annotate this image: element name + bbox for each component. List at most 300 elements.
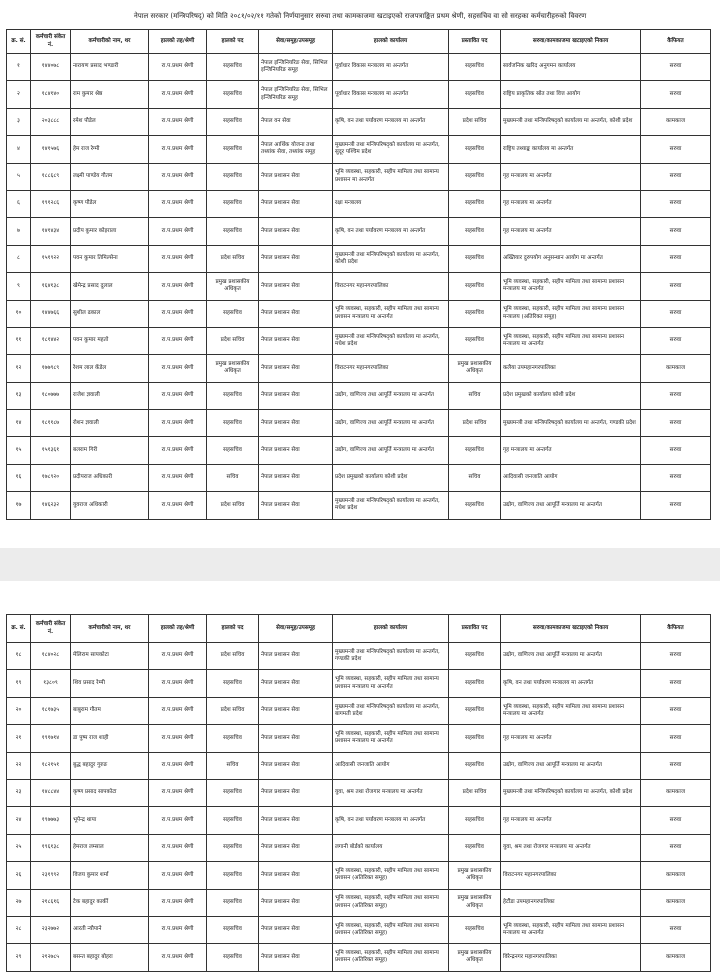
table-body xyxy=(7,54,711,520)
current-office-cell: भूमि व्यवस्था, सहकारी, सहीप मामिला तथा सामान्य प्रशासन मन्त्रालय मा अन्तर्गत xyxy=(333,725,449,752)
employee-name-cell: प्रदीपराज अधिकारी xyxy=(71,464,149,491)
proposed-post-cell: सहसचिव xyxy=(449,81,501,108)
proposed-post-cell: सहसचिव xyxy=(449,670,501,697)
column-header: सेवा/समूह/उपसमूह xyxy=(259,615,333,643)
service-group-cell: नेपाल आर्थिक योजना तथा तथ्यांक सेवा, तथ्यांक समूह xyxy=(259,136,333,163)
service-group-cell: नेपाल प्रशासन सेवा xyxy=(259,697,333,724)
service-group-cell: नेपाल प्रशासन सेवा xyxy=(259,355,333,382)
level-cell: रा.प.प्रथम श्रेणी xyxy=(149,300,207,327)
level-cell: रा.प.प्रथम श्रेणी xyxy=(149,54,207,81)
assigned-body-cell: भूमि व्यवस्था, सहकारी, सहीप मामिला तथा सामान्य प्रशासन मन्त्रालय (अतिरिक्त समूह) xyxy=(501,300,641,327)
column-header: हालको कार्यालय xyxy=(333,30,449,54)
remarks-cell: सरुवा xyxy=(641,464,711,491)
proposed-post-cell: सहसचिव xyxy=(449,327,501,354)
proposed-post-cell: सहसचिव xyxy=(449,163,501,190)
remarks-cell: सरुवा xyxy=(641,410,711,437)
assigned-body-cell: भूमि व्यवस्था, सहकारी, सहीप मामिला तथा सामान्य प्रशासन मन्त्रालय मा अन्तर्गत xyxy=(501,916,641,943)
level-cell: रा.प.प्रथम श्रेणी xyxy=(149,218,207,245)
level-cell: रा.प.प्रथम श्रेणी xyxy=(149,136,207,163)
current-post-cell: सहसचिव xyxy=(207,807,259,834)
employee-code-cell: १९७७७३ xyxy=(31,807,71,834)
header-row xyxy=(7,30,711,54)
remarks-cell: सरुवा xyxy=(641,670,711,697)
serial-cell: १२ xyxy=(7,355,31,382)
employee-code-cell: १८११८७ xyxy=(31,410,71,437)
column-header: हालको तह/श्रेणी xyxy=(149,615,207,643)
service-group-cell: नेपाल प्रशासन सेवा xyxy=(259,916,333,943)
service-group-cell: नेपाल प्रशासन सेवा xyxy=(259,807,333,834)
service-group-cell: नेपाल प्रशासन सेवा xyxy=(259,190,333,217)
employee-code-cell: १९१७१४ xyxy=(31,725,71,752)
employee-name-cell: रमेश पौडेल xyxy=(71,108,149,135)
table-row xyxy=(7,437,711,464)
employee-code-cell: १७७९८९ xyxy=(31,355,71,382)
current-post-cell: सहसचिव xyxy=(207,410,259,437)
assigned-body-cell: प्रदेश प्रमुखको कार्यालय कोशी प्रदेश xyxy=(501,382,641,409)
service-group-cell: नेपाल प्रशासन सेवा xyxy=(259,752,333,779)
document-page-2 xyxy=(0,581,720,977)
assigned-body-cell: अख्तियार दुरुपयोग अनुसन्धान आयोग मा अन्तर्गत xyxy=(501,245,641,272)
proposed-post-cell: सहसचिव xyxy=(449,136,501,163)
employee-name-cell: बुद्ध बहादुर गुरुङ xyxy=(71,752,149,779)
table-row xyxy=(7,355,711,382)
current-post-cell: सहसचिव xyxy=(207,437,259,464)
column-header: कर्मचारीको नाम, थर xyxy=(71,615,149,643)
level-cell: रा.प.प्रथम श्रेणी xyxy=(149,889,207,916)
column-header: सरुवा/कामकाजमा खटाइएको निकाय xyxy=(501,30,641,54)
level-cell: रा.प.प्रथम श्रेणी xyxy=(149,725,207,752)
level-cell: रा.प.प्रथम श्रेणी xyxy=(149,834,207,861)
employee-name-cell: मेलिराम सापकोटा xyxy=(71,643,149,670)
employee-code-cell: १४८८४४ xyxy=(31,779,71,806)
level-cell: रा.प.प्रथम श्रेणी xyxy=(149,752,207,779)
proposed-post-cell: सहसचिव xyxy=(449,834,501,861)
serial-cell: ६ xyxy=(7,190,31,217)
employee-code-cell: २०३८८८ xyxy=(31,108,71,135)
table-row xyxy=(7,643,711,670)
employee-code-cell: १८८६८९ xyxy=(31,163,71,190)
proposed-post-cell: प्रदेश सचिव xyxy=(449,108,501,135)
serial-cell: १६ xyxy=(7,464,31,491)
remarks-cell: सरुवा xyxy=(641,916,711,943)
serial-cell: १७ xyxy=(7,492,31,519)
employee-code-cell: १८१४४२ xyxy=(31,327,71,354)
assigned-body-cell: भूमि व्यवस्था, सहकारी, सहीप मामिला तथा सामान्य प्रशासन मन्त्रालय मा अन्तर्गत xyxy=(501,327,641,354)
current-post-cell: सहसचिव xyxy=(207,670,259,697)
current-post-cell: प्रदेश सचिव xyxy=(207,643,259,670)
table-row xyxy=(7,190,711,217)
proposed-post-cell: सहसचिव xyxy=(449,54,501,81)
remarks-cell: सरुवा xyxy=(641,382,711,409)
column-header: प्रस्तावित पद xyxy=(449,30,501,54)
assigned-body-cell: गृह मन्त्रालय मा अन्तर्गत xyxy=(501,807,641,834)
current-post-cell: प्रमुख प्रशासकीय अधिकृत xyxy=(207,273,259,300)
service-group-cell: नेपाल प्रशासन सेवा xyxy=(259,492,333,519)
current-office-cell: कृषि, वन तथा पर्यावरण मन्त्रालय मा अन्तर्गत xyxy=(333,218,449,245)
table-row xyxy=(7,670,711,697)
employee-code-cell: १८०७७७ xyxy=(31,382,71,409)
serial-cell: १० xyxy=(7,300,31,327)
level-cell: रा.प.प्रथम श्रेणी xyxy=(149,807,207,834)
level-cell: रा.प.प्रथम श्रेणी xyxy=(149,327,207,354)
current-office-cell: मुख्यमन्त्री तथा मन्त्रिपरिषद्को कार्यालय मा अन्तर्गत, मधेश प्रदेश xyxy=(333,492,449,519)
column-header: कर्मचारी संकेत नं. xyxy=(31,615,71,643)
serial-cell: २४ xyxy=(7,807,31,834)
assigned-body-cell: कृषि, वन तथा पर्यावरण मन्त्रालय मा अन्तर्गत xyxy=(501,670,641,697)
current-post-cell: सहसचिव xyxy=(207,889,259,916)
employee-name-cell: हेम राज रेग्मी xyxy=(71,136,149,163)
current-office-cell: भूमि व्यवस्था, सहकारी, सहीप मामिला तथा सामान्य प्रशासन (अतिरिक्त समूह) xyxy=(333,916,449,943)
assigned-body-cell: विरेन्द्रनगर महानगरपालिका xyxy=(501,944,641,971)
column-header: हालको पद xyxy=(207,30,259,54)
serial-cell: १ xyxy=(7,54,31,81)
remarks-cell: सरुवा xyxy=(641,752,711,779)
level-cell: रा.प.प्रथम श्रेणी xyxy=(149,273,207,300)
remarks-cell: कामकाज xyxy=(641,779,711,806)
current-office-cell: मुख्यमन्त्री तथा मन्त्रिपरिषद्को कार्यालय मा अन्तर्गत, मधेश प्रदेश xyxy=(333,327,449,354)
current-office-cell: पूर्वाधार विकास मन्त्रालय मा अन्तर्गत xyxy=(333,54,449,81)
current-post-cell: सहसचिव xyxy=(207,218,259,245)
remarks-cell: कामकाज xyxy=(641,862,711,889)
current-office-cell: भूमि व्यवस्था, सहकारी, सहीप मामिला तथा सामान्य प्रशासन (अतिरिक्त समूह) xyxy=(333,889,449,916)
table-row xyxy=(7,300,711,327)
employee-code-cell: १४१५७६ xyxy=(31,136,71,163)
serial-cell: १४ xyxy=(7,410,31,437)
level-cell: रा.प.प्रथम श्रेणी xyxy=(149,81,207,108)
column-header: क्र. सं. xyxy=(7,30,31,54)
proposed-post-cell: प्रदेश सचिव xyxy=(449,410,501,437)
serial-cell: २९ xyxy=(7,944,31,971)
current-post-cell: प्रदेश सचिव xyxy=(207,245,259,272)
remarks-cell: सरुवा xyxy=(641,245,711,272)
assigned-body-cell: गृह मन्त्रालय मा अन्तर्गत xyxy=(501,725,641,752)
current-office-cell: भूमि व्यवस्था, सहकारी, सहीप मामिला तथा सामान्य प्रशासन (अतिरिक्त समूह) xyxy=(333,862,449,889)
current-post-cell: सहसचिव xyxy=(207,916,259,943)
service-group-cell: नेपाल प्रशासन सेवा xyxy=(259,862,333,889)
level-cell: रा.प.प्रथम श्रेणी xyxy=(149,464,207,491)
employee-name-cell: शिव प्रसाद रेग्मी xyxy=(71,670,149,697)
proposed-post-cell: सहसचिव xyxy=(449,725,501,752)
table-row xyxy=(7,492,711,519)
serial-cell: ९ xyxy=(7,273,31,300)
level-cell: रा.प.प्रथम श्रेणी xyxy=(149,245,207,272)
proposed-post-cell: सहसचिव xyxy=(449,300,501,327)
assigned-body-cell: राष्ट्रिय तथ्याङ्क कार्यालय मा अन्तर्गत xyxy=(501,136,641,163)
remarks-cell: सरुवा xyxy=(641,807,711,834)
current-post-cell: सहसचिव xyxy=(207,163,259,190)
assigned-body-cell: विराटनगर महानगरपालिका xyxy=(501,862,641,889)
employee-code-cell: १५१९२२ xyxy=(31,245,71,272)
employee-code-cell: १७८९२० xyxy=(31,464,71,491)
column-header: सरुवा/कामकाजमा खटाइएको निकाय xyxy=(501,615,641,643)
employee-name-cell: बसन्त बहादुर बोहरा xyxy=(71,944,149,971)
service-group-cell: नेपाल प्रशासन सेवा xyxy=(259,889,333,916)
table-row xyxy=(7,245,711,272)
service-group-cell: नेपाल प्रशासन सेवा xyxy=(259,779,333,806)
level-cell: रा.प.प्रथम श्रेणी xyxy=(149,410,207,437)
column-header: कैफियत xyxy=(641,30,711,54)
table-row xyxy=(7,464,711,491)
service-group-cell: नेपाल प्रशासन सेवा xyxy=(259,464,333,491)
proposed-post-cell: सचिव xyxy=(449,382,501,409)
employee-name-cell: डा पुष्प राज शाही xyxy=(71,725,149,752)
current-office-cell: रक्षा मन्त्रालय xyxy=(333,190,449,217)
service-group-cell: नेपाल प्रशासन सेवा xyxy=(259,382,333,409)
serial-cell: २३ xyxy=(7,779,31,806)
current-office-cell: लगानी बोर्डको कार्यालय xyxy=(333,834,449,861)
current-post-cell: सहसचिव xyxy=(207,779,259,806)
level-cell: रा.प.प्रथम श्रेणी xyxy=(149,670,207,697)
current-post-cell: सचिव xyxy=(207,752,259,779)
table-body xyxy=(7,643,711,972)
proposed-post-cell: सहसचिव xyxy=(449,273,501,300)
table-row xyxy=(7,136,711,163)
current-post-cell: सहसचिव xyxy=(207,382,259,409)
current-office-cell: उद्योग, वाणिज्य तथा आपूर्ति मन्त्रालय मा अन्तर्गत xyxy=(333,382,449,409)
employee-code-cell: १८१७३५ xyxy=(31,697,71,724)
employee-name-cell: बलराम गिरी xyxy=(71,437,149,464)
proposed-post-cell: सहसचिव xyxy=(449,697,501,724)
table-row xyxy=(7,218,711,245)
assigned-body-cell: भूमि व्यवस्था, सहकारी, सहीप मामिला तथा सामान्य प्रशासन मन्त्रालय मा अन्तर्गत xyxy=(501,273,641,300)
serial-cell: ७ xyxy=(7,218,31,245)
column-header: सेवा/समूह/उपसमूह xyxy=(259,30,333,54)
employee-name-cell: खेमेन्द्र प्रसाद दुलाल xyxy=(71,273,149,300)
column-header: कैफियत xyxy=(641,615,711,643)
employee-name-cell: प्रदीप कुमार कोइराला xyxy=(71,218,149,245)
employee-name-cell: लक्ष्मी पाण्डेय गौतम xyxy=(71,163,149,190)
header-row xyxy=(7,615,711,643)
remarks-cell: सरुवा xyxy=(641,834,711,861)
serial-cell: २१ xyxy=(7,725,31,752)
serial-cell: ८ xyxy=(7,245,31,272)
serial-cell: २ xyxy=(7,81,31,108)
current-post-cell: सहसचिव xyxy=(207,136,259,163)
table-row xyxy=(7,834,711,861)
level-cell: रा.प.प्रथम श्रेणी xyxy=(149,437,207,464)
service-group-cell: नेपाल प्रशासन सेवा xyxy=(259,245,333,272)
service-group-cell: नेपाल प्रशासन सेवा xyxy=(259,670,333,697)
assigned-body-cell: आदिवासी जनजाति आयोग xyxy=(501,464,641,491)
service-group-cell: नेपाल प्रशासन सेवा xyxy=(259,163,333,190)
current-post-cell: सहसचिव xyxy=(207,944,259,971)
employee-name-cell: बाबुराम गौतम xyxy=(71,697,149,724)
remarks-cell: सरुवा xyxy=(641,218,711,245)
proposed-post-cell: सहसचिव xyxy=(449,437,501,464)
proposed-post-cell: प्रमुख प्रशासकीय अधिकृत xyxy=(449,944,501,971)
table-row xyxy=(7,382,711,409)
serial-cell: १३ xyxy=(7,382,31,409)
table-row xyxy=(7,889,711,916)
service-group-cell: नेपाल प्रशासन सेवा xyxy=(259,273,333,300)
current-office-cell: युवा, श्रम तथा रोजगार मन्त्रालय मा अन्तर्गत xyxy=(333,779,449,806)
serial-cell: १८ xyxy=(7,643,31,670)
employee-name-cell: कृष्ण पौडेल xyxy=(71,190,149,217)
employee-code-cell: १६४१३८ xyxy=(31,273,71,300)
remarks-cell: सरुवा xyxy=(641,190,711,217)
current-office-cell: मुख्यमन्त्री तथा मन्त्रिपरिषद्को कार्यालय मा अन्तर्गत, कोशी प्रदेश xyxy=(333,245,449,272)
transfer-table-page-1 xyxy=(6,29,711,520)
remarks-cell: कामकाज xyxy=(641,889,711,916)
level-cell: रा.प.प्रथम श्रेणी xyxy=(149,779,207,806)
current-office-cell: प्रदेश प्रमुखको कार्यालय कोशी प्रदेश xyxy=(333,464,449,491)
current-office-cell: आदिवासी जनजाति आयोग xyxy=(333,752,449,779)
service-group-cell: नेपाल प्रशासन सेवा xyxy=(259,725,333,752)
assigned-body-cell: उद्योग, वाणिज्य तथा आपूर्ति मन्त्रालय मा अन्तर्गत xyxy=(501,492,641,519)
assigned-body-cell: कलैया उपमहानगरपालिका xyxy=(501,355,641,382)
serial-cell: ११ xyxy=(7,327,31,354)
proposed-post-cell: प्रमुख प्रशासकीय अधिकृत xyxy=(449,889,501,916)
table-row xyxy=(7,752,711,779)
service-group-cell: नेपाल प्रशासन सेवा xyxy=(259,437,333,464)
remarks-cell: सरुवा xyxy=(641,81,711,108)
serial-cell: १५ xyxy=(7,437,31,464)
serial-cell: २७ xyxy=(7,889,31,916)
employee-code-cell: १९१२८६ xyxy=(31,190,71,217)
employee-code-cell: २३२७७२ xyxy=(31,916,71,943)
current-post-cell: प्रमुख प्रशासकीय अधिकृत xyxy=(207,355,259,382)
service-group-cell: नेपाल प्रशासन सेवा xyxy=(259,327,333,354)
service-group-cell: नेपाल इन्जिनियरिङ सेवा, सिभिल इन्जिनियरिङ समूह xyxy=(259,54,333,81)
current-office-cell: विराटनगर महानगरपालिका xyxy=(333,355,449,382)
current-office-cell: उद्योग, वाणिज्य तथा आपूर्ति मन्त्रालय मा अन्तर्गत xyxy=(333,437,449,464)
column-header: हालको कार्यालय xyxy=(333,615,449,643)
service-group-cell: नेपाल प्रशासन सेवा xyxy=(259,643,333,670)
service-group-cell: नेपाल प्रशासन सेवा xyxy=(259,944,333,971)
employee-name-cell: हेमराज लम्साल xyxy=(71,834,149,861)
level-cell: रा.प.प्रथम श्रेणी xyxy=(149,643,207,670)
assigned-body-cell: मुख्यमन्त्री तथा मन्त्रिपरिषद्को कार्यालय मा अन्तर्गत, कोशी प्रदेश xyxy=(501,108,641,135)
remarks-cell: सरुवा xyxy=(641,273,711,300)
current-office-cell: कृषि, वन तथा पर्यावरण मन्त्रालय मा अन्तर्गत xyxy=(333,108,449,135)
employee-name-cell: नारायण प्रसाद भण्डारी xyxy=(71,54,149,81)
current-post-cell: सहसचिव xyxy=(207,834,259,861)
remarks-cell: कामकाज xyxy=(641,108,711,135)
proposed-post-cell: सहसचिव xyxy=(449,492,501,519)
assigned-body-cell: राष्ट्रिय प्राकृतिक स्रोत तथा वित्त आयोग xyxy=(501,81,641,108)
level-cell: रा.प.प्रथम श्रेणी xyxy=(149,492,207,519)
assigned-body-cell: उद्योग, वाणिज्य तथा आपूर्ति मन्त्रालय मा अन्तर्गत xyxy=(501,752,641,779)
level-cell: रा.प.प्रथम श्रेणी xyxy=(149,163,207,190)
level-cell: रा.प.प्रथम श्रेणी xyxy=(149,862,207,889)
level-cell: रा.प.प्रथम श्रेणी xyxy=(149,697,207,724)
employee-name-cell: राजेश ज्ञवाली xyxy=(71,382,149,409)
assigned-body-cell: गृह मन्त्रालय मा अन्तर्गत xyxy=(501,437,641,464)
assigned-body-cell: उद्योग, वाणिज्य तथा आपूर्ति मन्त्रालय मा अन्तर्गत xyxy=(501,643,641,670)
service-group-cell: नेपाल प्रशासन सेवा xyxy=(259,218,333,245)
current-office-cell: पूर्वाधार विकास मन्त्रालय मा अन्तर्गत xyxy=(333,81,449,108)
level-cell: रा.प.प्रथम श्रेणी xyxy=(149,382,207,409)
remarks-cell: सरुवा xyxy=(641,327,711,354)
assigned-body-cell: गृह मन्त्रालय मा अन्तर्गत xyxy=(501,218,641,245)
current-post-cell: सहसचिव xyxy=(207,108,259,135)
assigned-body-cell: गृह मन्त्रालय मा अन्तर्गत xyxy=(501,163,641,190)
assigned-body-cell: मुख्यमन्त्री तथा मन्त्रिपरिषद्को कार्यालय मा अन्तर्गत, गण्डकी प्रदेश xyxy=(501,410,641,437)
table-row xyxy=(7,163,711,190)
table-row xyxy=(7,54,711,81)
remarks-cell: सरुवा xyxy=(641,492,711,519)
employee-name-cell: कृष्ण प्रसाद सापकोटा xyxy=(71,779,149,806)
table-row xyxy=(7,862,711,889)
proposed-post-cell: प्रमुख प्रशासकीय अधिकृत xyxy=(449,862,501,889)
employee-code-cell: १८४१४० xyxy=(31,81,71,108)
current-office-cell: भूमि व्यवस्था, सहकारी, सहीप मामिला तथा सामान्य प्रशासन मन्त्रालय मा अन्तर्गत xyxy=(333,300,449,327)
level-cell: रा.प.प्रथम श्रेणी xyxy=(149,108,207,135)
employee-code-cell: १५१३६१ xyxy=(31,437,71,464)
table-row xyxy=(7,807,711,834)
current-post-cell: प्रदेश सचिव xyxy=(207,492,259,519)
proposed-post-cell: सहसचिव xyxy=(449,752,501,779)
current-office-cell: भूमि व्यवस्था, सहकारी, सहीप मामिला तथा सामान्य प्रशासन (अतिरिक्त समूह) xyxy=(333,944,449,971)
remarks-cell: सरुवा xyxy=(641,136,711,163)
proposed-post-cell: सहसचिव xyxy=(449,643,501,670)
employee-name-cell: टेक बहादुर कार्की xyxy=(71,889,149,916)
employee-name-cell: राम कुमार श्रेष्ठ xyxy=(71,81,149,108)
service-group-cell: नेपाल प्रशासन सेवा xyxy=(259,834,333,861)
proposed-post-cell: सहसचिव xyxy=(449,218,501,245)
employee-code-cell: १४४०७८ xyxy=(31,54,71,81)
proposed-post-cell: सहसचिव xyxy=(449,190,501,217)
table-header xyxy=(7,30,711,54)
employee-name-cell: युवराज अधिकारी xyxy=(71,492,149,519)
remarks-cell: सरुवा xyxy=(641,163,711,190)
table-row xyxy=(7,108,711,135)
current-post-cell: सचिव xyxy=(207,464,259,491)
proposed-post-cell: सहसचिव xyxy=(449,245,501,272)
table-row xyxy=(7,410,711,437)
proposed-post-cell: सहसचिव xyxy=(449,807,501,834)
employee-code-cell: १९६१३८ xyxy=(31,834,71,861)
remarks-cell: कामकाज xyxy=(641,355,711,382)
employee-name-cell: आरती न्यौपाने xyxy=(71,916,149,943)
column-header: क्र. सं. xyxy=(7,615,31,643)
table-row xyxy=(7,944,711,971)
table-row xyxy=(7,697,711,724)
transfer-table-page-2 xyxy=(6,614,711,972)
current-post-cell: सहसचिव xyxy=(207,300,259,327)
serial-cell: २२ xyxy=(7,752,31,779)
employee-code-cell: १४४७६६ xyxy=(31,300,71,327)
assigned-body-cell: मुख्यमन्त्री तथा मन्त्रिपरिषद्को कार्यालय मा अन्तर्गत, कोशी प्रदेश xyxy=(501,779,641,806)
current-office-cell: भूमि व्यवस्था, सहकारी, सहीप मामिला तथा सामान्य प्रशासन मन्त्रालय मा अन्तर्गत xyxy=(333,670,449,697)
current-post-cell: प्रदेश सचिव xyxy=(207,327,259,354)
serial-cell: ४ xyxy=(7,136,31,163)
assigned-body-cell: गृह मन्त्रालय मा अन्तर्गत xyxy=(501,190,641,217)
employee-code-cell: १८४०२८ xyxy=(31,643,71,670)
level-cell: रा.प.प्रथम श्रेणी xyxy=(149,916,207,943)
assigned-body-cell: युवा, श्रम तथा रोजगार मन्त्रालय मा अन्तर्गत xyxy=(501,834,641,861)
remarks-cell: सरुवा xyxy=(641,643,711,670)
column-header: हालको पद xyxy=(207,615,259,643)
assigned-body-cell: भूमि व्यवस्था, सहकारी, सहीप मामिला तथा सामान्य प्रशासन मन्त्रालय मा अन्तर्गत xyxy=(501,697,641,724)
level-cell: रा.प.प्रथम श्रेणी xyxy=(149,190,207,217)
employee-code-cell: १४१४३४ xyxy=(31,218,71,245)
proposed-post-cell: प्रदेश सचिव xyxy=(449,779,501,806)
assigned-body-cell: सार्वजनिक खरिद अनुगमन कार्यालय xyxy=(501,54,641,81)
current-post-cell: सहसचिव xyxy=(207,725,259,752)
employee-name-cell: रोशन ज्ञवाली xyxy=(71,410,149,437)
remarks-cell: सरुवा xyxy=(641,54,711,81)
remarks-cell: सरुवा xyxy=(641,697,711,724)
table-row xyxy=(7,327,711,354)
document-heading: नेपाल सरकार (मन्त्रिपरिषद्) को मिति २०८१/०२/११ गतेको निर्णयानुसार सरुवा तथा कामकाजमा खटाइएको राजपत्राङ्कित प्रथम श्रेणी, सहसचिव वा सो सरहका कर्मचारीहरुको विवरण xyxy=(133,12,587,20)
remarks-cell: कामकाज xyxy=(641,944,711,971)
current-post-cell: सहसचिव xyxy=(207,190,259,217)
current-office-cell: कृषि, वन तथा पर्यावरण मन्त्रालय मा अन्तर्गत xyxy=(333,807,449,834)
current-office-cell: भूमि व्यवस्था, सहकारी, सहीप मामिला तथा सामान्य प्रशासन मा अन्तर्गत xyxy=(333,163,449,190)
proposed-post-cell: प्रमुख प्रशासकीय अधिकृत xyxy=(449,355,501,382)
column-header: कर्मचारी संकेत नं. xyxy=(31,30,71,54)
